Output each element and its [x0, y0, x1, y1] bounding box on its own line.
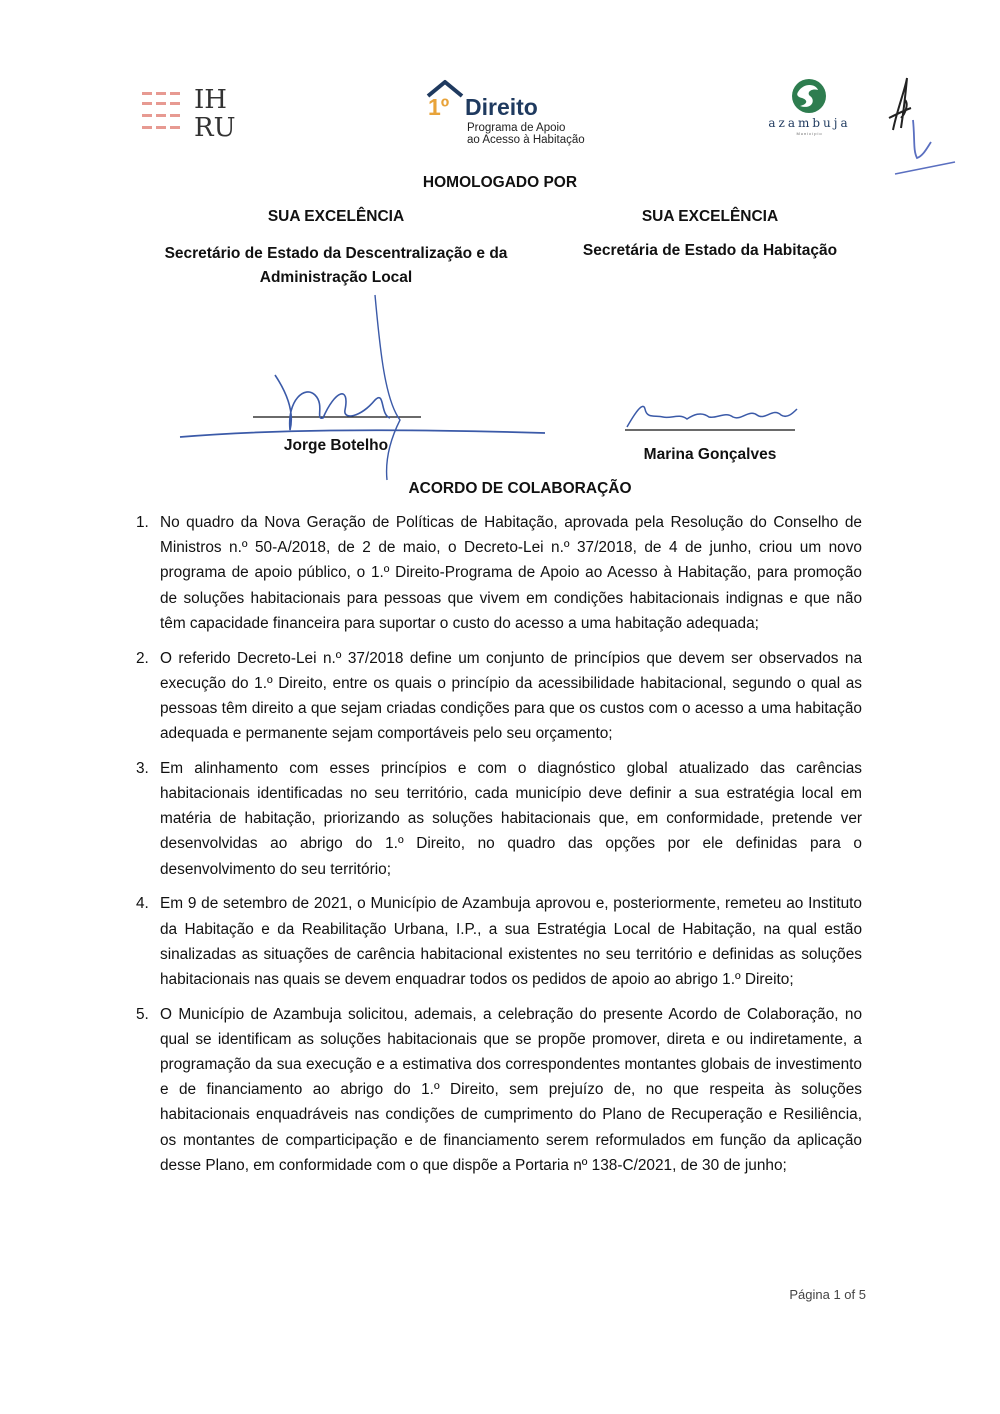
left-excellency-title: SUA EXCELÊNCIA	[267, 208, 405, 225]
right-signatory-name: Marina Gonçalves	[643, 446, 777, 463]
agreement-title: ACORDO DE COLABORAÇÃO	[408, 480, 632, 497]
direito-word: Direito	[465, 94, 538, 120]
direito-logo	[425, 78, 615, 148]
right-signature-icon	[615, 393, 805, 438]
left-role: Secretário de Estado da Descentralização e da Administração Local	[164, 245, 508, 286]
clause-number: 1.	[136, 514, 149, 531]
homologado-heading: HOMOLOGADO POR	[422, 174, 578, 191]
direito-number: 1º	[428, 94, 450, 120]
ihru-logo	[140, 84, 250, 140]
page-number: Página 1 of 5	[789, 1287, 866, 1302]
clause-item	[136, 646, 862, 747]
clause-number: 5.	[136, 1005, 149, 1023]
right-excellency-title: SUA EXCELÊNCIA	[641, 208, 779, 225]
direito-subtitle: Programa de Apoio ao Acesso à Habitação	[467, 122, 585, 146]
clause-number: 2.	[136, 649, 149, 667]
clause-number: 4.	[136, 895, 149, 913]
left-signatory-name: Jorge Botelho	[283, 437, 389, 454]
clause-item	[136, 756, 862, 882]
ihru-dashes-icon	[142, 92, 180, 129]
clause-text: Em alinhamento com esses princípios e com o diagnóstico global atualizado das carências habitacionais identificadas no seu território, cada município deve definir a sua estratégia local em matéria de habitação, priorizando as soluções habitacionais que, em conformidade, pretende ver desenvolvidas ao abrigo do 1.º Direito, no quadro das opções por ele definidas para o desenvolvimento do seu território;	[160, 759, 862, 878]
clause-item	[136, 891, 862, 992]
clause-item	[136, 510, 862, 636]
azambuja-subtitle: Município	[796, 131, 823, 136]
initials-signature-icon	[875, 70, 960, 185]
clause-text: O referido Decreto-Lei n.º 37/2018 define um conjunto de princípios que devem ser observados na execução do 1.º Direito, entre os quais o princípio da acessibilidade habitacional, segundo o qual as pessoas têm direito a que sejam criadas condições para que os custos com o acesso a uma habitação adequada e permanente sejam comportáveis pelo seu orçamento;	[160, 649, 862, 743]
azambuja-word: azambuja	[768, 116, 851, 130]
ihru-text-top: IH	[194, 85, 227, 115]
clause-text: Em 9 de setembro de 2021, o Município de Azambuja aprovou e, posteriormente, remeteu ao Instituto da Habitação e da Reabilitação Urbana, I.P., a sua Estratégia Local de Habitação, na qual estão sinalizadas as situações de carência habitacional existentes no seu território e definidas as soluções habitacionais nas quais se devem enquadrar todos os pedidos de apoio ao abrigo 1.º Direito;	[160, 895, 862, 988]
clause-text: O Município de Azambuja solicitou, ademais, a celebração do presente Acordo de Colaboração, no qual se identificam as soluções habitacionais que se propõe promover, direta e ou indiretamente, a programação da sua execução e a estimativa dos correspondentes montantes globais de investimento e de financiamento ao abrigo do 1.º Direito, sem prejuízo de, no que respeita às soluções habitacionais enquadráveis nas condições de cumprimento do Plano de Recuperação e Resiliência, os montantes de comparticipação e de financiamento serem reformulados em função da aplicação desse Plano, em conformidade com o que dispõe a Portaria nº 138-C/2021, de 30 de junho;	[160, 1005, 862, 1174]
clause-text: No quadro da Nova Geração de Políticas de Habitação, aprovada pela Resolução do Conselho de Ministros n.º 50-A/2018, de 2 de maio, o Decreto-Lei n.º 37/2018, de 4 de junho, criou um novo programa de apoio público, o 1.º Direito-Programa de Apoio ao Acesso à Habitação, para promoção de soluções habitacionais para pessoas que vivem em condições habitacionais indignas e que não têm capacidade financeira para suportar o custo do acesso a uma habitação adequada;	[160, 514, 862, 632]
right-role: Secretária de Estado da Habitação	[582, 242, 838, 259]
clause-item	[136, 1002, 862, 1178]
ihru-text-bottom: RU	[194, 113, 236, 140]
clause-number: 3.	[136, 759, 149, 777]
azambuja-emblem-icon	[790, 78, 828, 114]
left-signature-icon	[175, 290, 555, 485]
azambuja-logo	[762, 78, 857, 134]
clause-list	[136, 510, 862, 1188]
